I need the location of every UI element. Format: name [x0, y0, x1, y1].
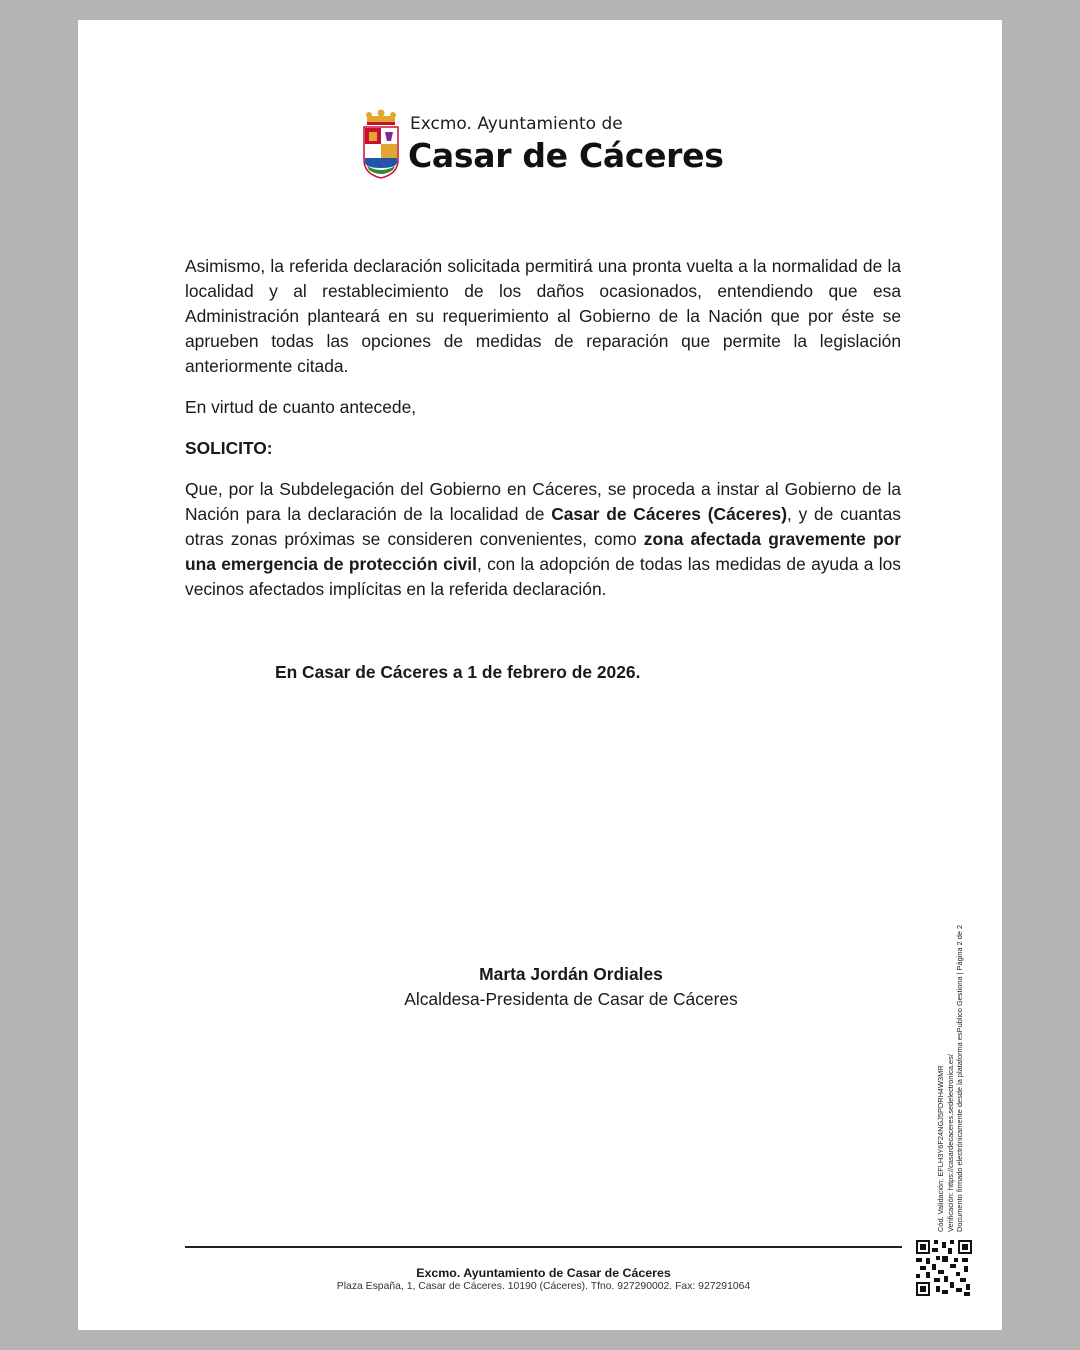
signature-block — [358, 962, 784, 1012]
document-page — [78, 20, 1002, 1330]
logo-title: Casar de Cáceres — [408, 136, 724, 175]
footer-divider — [185, 1246, 902, 1248]
qr-code-icon — [916, 1240, 972, 1296]
paragraph-3-declaration: zona afectada gravemente por una emergencia de protección civil — [185, 529, 901, 574]
paragraph-2: En virtud de cuanto antecede, — [185, 397, 417, 417]
paragraph-3-part-2: , y de cuantas otras zonas próximas se consideren convenientes, como — [185, 504, 901, 549]
signatory-name: Marta Jordán Ordiales — [479, 964, 663, 984]
date-line: En Casar de Cáceres a 1 de febrero de 2026. — [275, 662, 641, 682]
paragraph-3-part-1: Que, por la Subdelegación del Gobierno en Cáceres, se proceda a instar al Gobierno de la Nación para la declaración de la localidad de — [185, 479, 901, 524]
footer-organization: Excmo. Ayuntamiento de Casar de Cáceres — [416, 1266, 671, 1280]
validation-text — [936, 832, 965, 1232]
paragraph-3 — [185, 477, 901, 602]
paragraph-3-locality: Casar de Cáceres (Cáceres) — [551, 504, 787, 524]
paragraph-3-part-3: , con la adopción de todas las medidas de ayuda a los vecinos afectados implícitas en la referida declaración. — [185, 554, 902, 599]
verification-url: Verificación: https://casardecaceres.sedelectronica.es/ — [945, 1054, 955, 1232]
signatory-title: Alcaldesa-Presidenta de Casar de Cáceres — [404, 989, 738, 1009]
logo-subtitle: Excmo. Ayuntamiento de — [410, 114, 623, 134]
signature-note: Documento firmado electrónicamente desde la plataforma esPublico Gestiona | Página 2 de 2 — [955, 924, 964, 1232]
validation-code: Cód. Validación: EFLH3Y6F24NGJ5PDRH4W3MR — [936, 1065, 945, 1232]
coat-of-arms-icon — [361, 108, 401, 180]
municipality-logo — [361, 108, 724, 180]
paragraph-1: Asimismo, la referida declaración solicitada permitirá una pronta vuelta a la normalidad de la localidad y al restablecimiento de los daños ocasionados, entendiendo que esa Administración planteará en su requerimiento al Gobierno de la Nación que por éste se aprueben todas las opciones de medidas de reparación que permite la legislación anteriormente citada. — [185, 256, 901, 376]
request-heading: SOLICITO: — [185, 438, 273, 458]
footer-address: Plaza España, 1, Casar de Cáceres. 10190 (Cáceres). Tfno. 927290002. Fax: 927291064 — [336, 1281, 751, 1292]
page-footer — [185, 1266, 902, 1294]
letter-body — [185, 254, 901, 618]
